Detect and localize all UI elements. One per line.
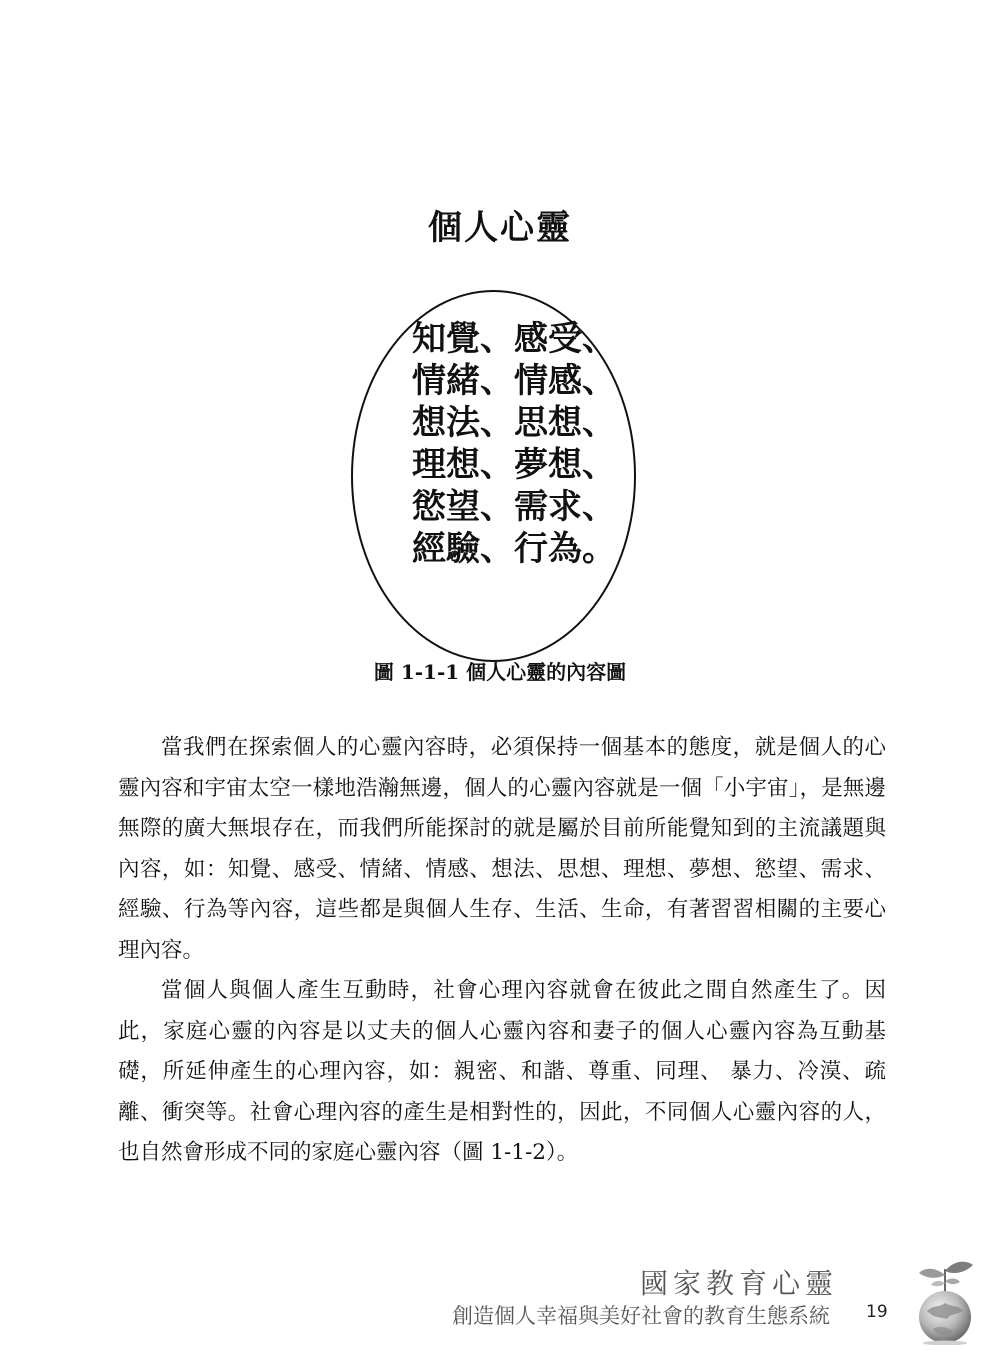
globe-sprout-icon (905, 1245, 985, 1345)
body-text (118, 728, 886, 1174)
diagram-item: 理想、夢想、 (412, 445, 616, 485)
diagram-items (412, 318, 632, 570)
diagram-item: 情緒、情感、 (412, 361, 616, 401)
page-number: 19 (866, 1302, 888, 1322)
diagram-item: 經驗、行為。 (412, 529, 616, 569)
diagram-item: 慾望、需求、 (412, 487, 616, 527)
paragraph: 當我們在探索個人的心靈內容時，必須保持一個基本的態度，就是個人的心靈內容和宇宙太空一樣地浩瀚無邊，個人的心靈內容就是一個「小宇宙」，是無邊無際的廣大無垠存在，而我們所能探討的就是屬於目前所能覺知到的主流議題與內容，如：知覺、感受、情緒、情感、想法、思想、理想、夢想、慾望、需求、經驗、行為等內容，這些都是與個人生存、生活、生命，有著習習相關的主要心理內容。 (118, 735, 886, 963)
paragraph: 當個人與個人產生互動時，社會心理內容就會在彼此之間自然產生了。因此，家庭心靈的內容是以丈夫的個人心靈內容和妻子的個人心靈內容為互動基礎，所延伸產生的心理內容，如：親密、和諧、尊重、同理、 暴力、冷漠、疏離、衝突等。社會心理內容的產生是相對性的，因此，不同個人心靈內容的人，也自然會形成不同的家庭心靈內容（圖 1-1-2）。 (118, 978, 886, 1165)
diagram-item: 想法、思想、 (412, 403, 616, 443)
diagram-title: 個人心靈 (428, 208, 572, 248)
diagram-item: 知覺、感受、 (412, 319, 616, 359)
footer-brand: 國家教育心靈 (639, 1267, 838, 1300)
footer-subtitle: 創造個人幸福與美好社會的教育生態系統 (452, 1304, 830, 1328)
figure-caption: 圖 1-1-1 個人心靈的內容圖 (373, 660, 627, 684)
